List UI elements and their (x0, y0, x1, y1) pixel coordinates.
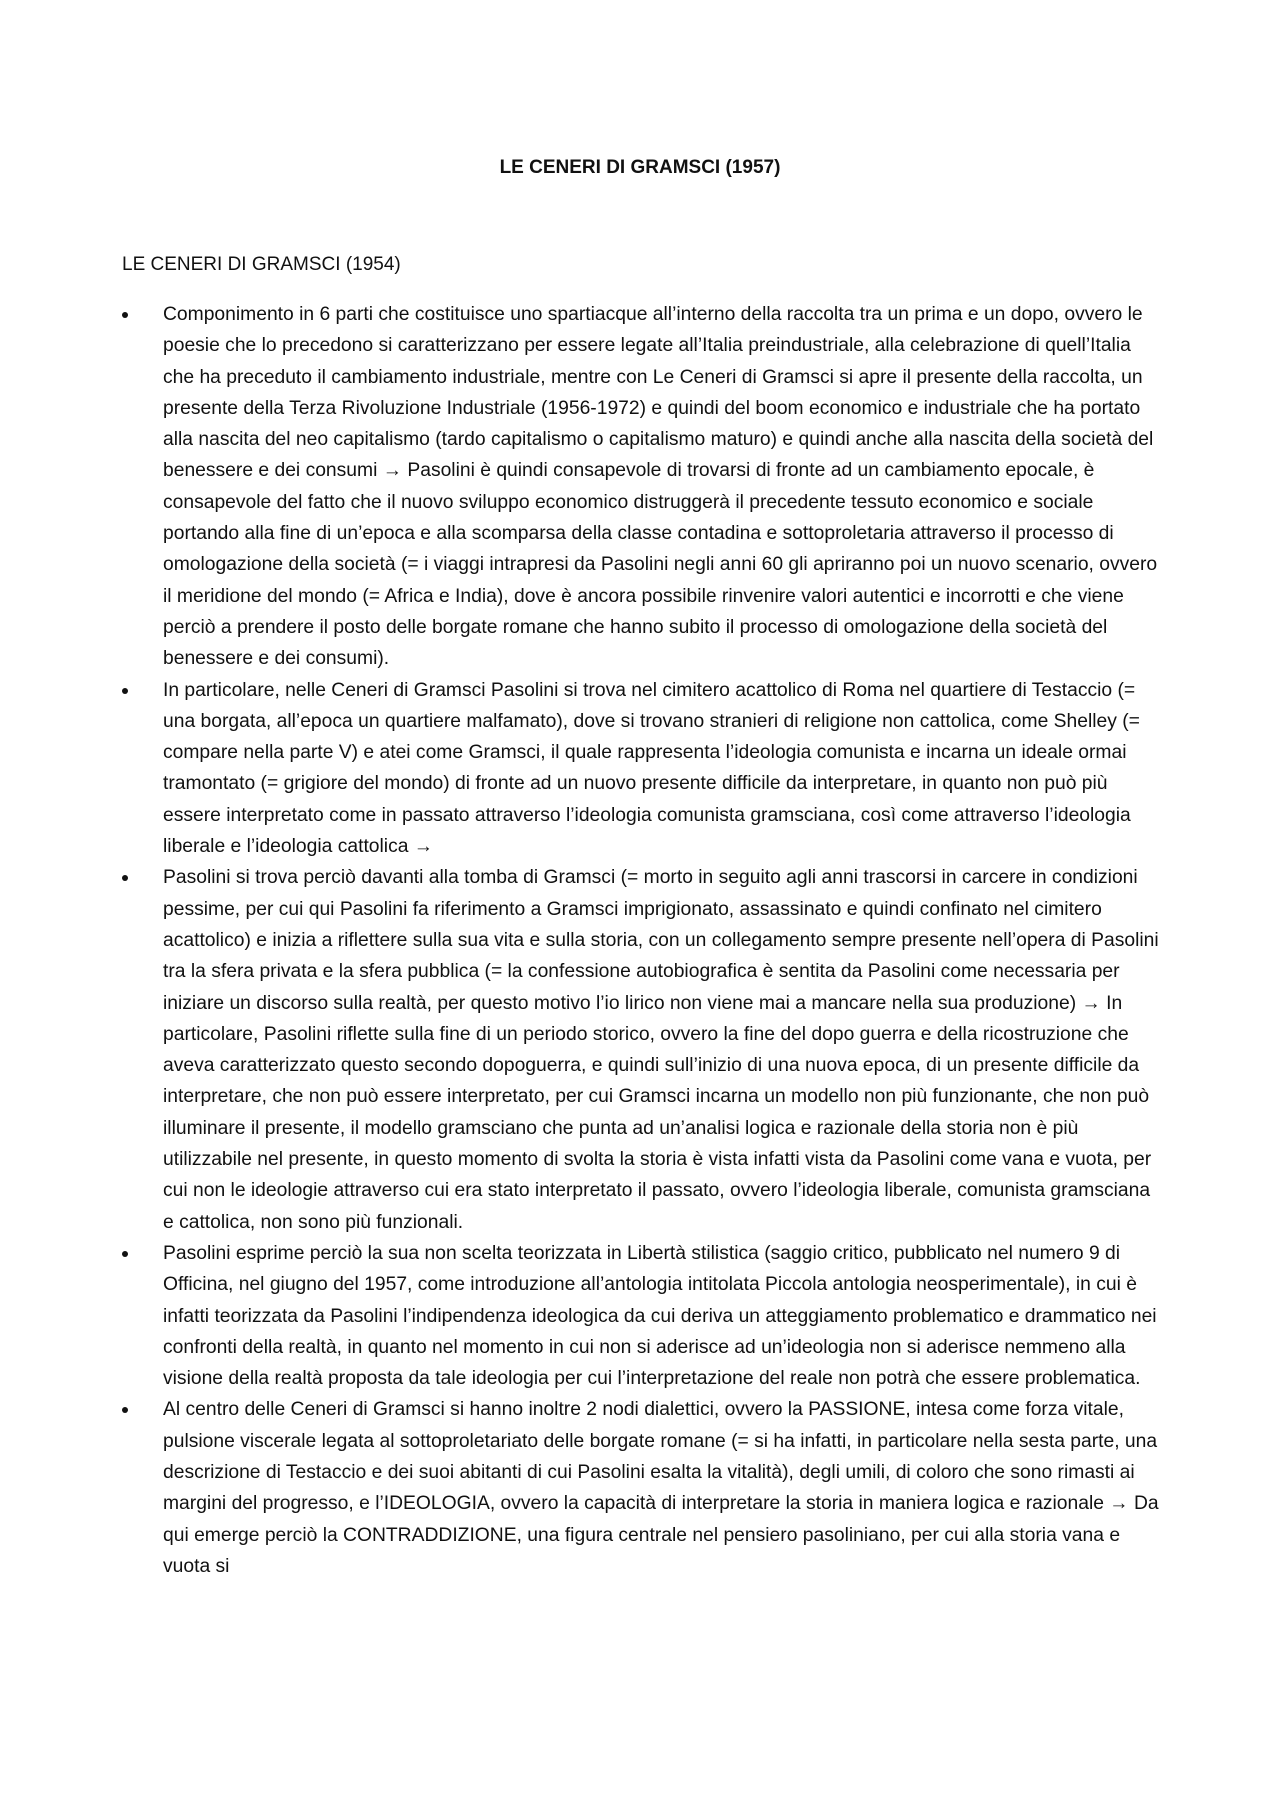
list-item (122, 862, 1162, 1238)
document-title: LE CENERI DI GRAMSCI (1957) (499, 157, 781, 178)
list-item (122, 299, 1162, 675)
list-item-text: Componimento in 6 parti che costituisce uno spartiacque all’interno della raccolta tra un prima e un dopo, ovvero le poesie che lo precedono si caratterizzano per essere legate all’Italia preindustriale, alla celebrazione di quell’Italia che ha preceduto il cambiamento industriale, mentre con Le Ceneri di Gramsci si apre il presente della raccolta, un presente della Terza Rivoluzione Industriale (1956-1972) e quindi del boom economico e industriale che ha portato alla nascita del neo capitalismo (tardo capitalismo o capitalismo maturo) e quindi anche alla nascita della società del benessere e dei consumi → Pasolini è quindi consapevole di trovarsi di fronte ad un cambiamento epocale, è consapevole del fatto che il nuovo sviluppo economico distruggerà il precedente tessuto economico e sociale portando alla fine di un’epoca e alla scomparsa della classe contadina e sottoproletaria attraverso il processo di omologazione della società (= i viaggi intrapresi da Pasolini negli anni 60 gli apriranno poi un nuovo scenario, ovvero il meridione del mondo (= Africa e India), dove è ancora possibile rinvenire valori autentici e incorrotti e che viene perciò a prendere il posto delle borgate romane che hanno subito il processo di omologazione della società del benessere e dei consumi). (163, 304, 1158, 670)
list-item (122, 1238, 1162, 1394)
bullet-icon (122, 312, 128, 318)
bullet-icon (122, 688, 128, 694)
list-item-text: Al centro delle Ceneri di Gramsci si hanno inoltre 2 nodi dialettici, ovvero la PASSIONE, intesa come forza vitale, pulsione viscerale legata al sottoproletariato delle borgate romane (= si ha infatti, in particolare nella sesta parte, una descrizione di Testaccio e dei suoi abitanti di cui Pasolini esalta la vitalità), degli umili, di coloro che sono rimasti ai margini del progresso, e l’IDEOLOGIA, ovvero la capacità di interpretare la storia in maniera logica e razionale → Da qui emerge perciò la CONTRADDIZIONE, una figura centrale nel pensiero pasoliniano, per cui alla storia vana e vuota si (163, 1399, 1159, 1577)
list-item-text: Pasolini esprime perciò la sua non scelta teorizzata in Libertà stilistica (saggio critico, pubblicato nel numero 9 di Officina, nel giugno del 1957, come introduzione all’antologia intitolata Piccola antologia neosperimentale), in cui è infatti teorizzata da Pasolini l’indipendenza ideologica da cui deriva un atteggiamento problematico e drammatico nei confronti della realtà, in quanto nel momento in cui non si aderisce ad un’ideologia non si aderisce nemmeno alla visione della realtà proposta da tale ideologia per cui l’interpretazione del reale non potrà che essere problematica. (163, 1242, 1157, 1390)
bullet-list (122, 299, 1162, 1582)
bullet-icon (122, 1407, 128, 1413)
bullet-icon (122, 875, 128, 881)
bullet-icon (122, 1251, 128, 1257)
list-item (122, 675, 1162, 863)
list-item-text: In particolare, nelle Ceneri di Gramsci Pasolini si trova nel cimitero acattolico di Roma nel quartiere di Testaccio (= una borgata, all’epoca un quartiere malfamato), dove si trovano stranieri di religione non cattolica, come Shelley (= compare nella parte V) e atei come Gramsci, il quale rappresenta l’ideologia comunista e incarna un ideale ormai tramontato (= grigiore del mondo) di fronte ad un nuovo presente difficile da interpretare, in quanto non può più essere interpretato come in passato attraverso l’ideologia comunista gramsciana, così come attraverso l’ideologia liberale e l’ideologia cattolica → (163, 679, 1140, 858)
list-item (122, 1394, 1162, 1582)
section-heading: LE CENERI DI GRAMSCI (1954) (122, 254, 401, 275)
list-item-text: Pasolini si trova perciò davanti alla tomba di Gramsci (= morto in seguito agli anni trascorsi in carcere in condizioni pessime, per cui qui Pasolini fa riferimento a Gramsci imprigionato, assassinato e quindi confinato nel cimitero acattolico) e inizia a riflettere sulla sua vita e sulla storia, con un collegamento sempre presente nell’opera di Pasolini tra la sfera privata e la sfera pubblica (= la confessione autobiografica è sentita da Pasolini come necessaria per iniziare un discorso sulla realtà, per questo motivo l’io lirico non viene mai a mancare nella sua produzione) → In particolare, Pasolini riflette sulla fine di un periodo storico, ovvero la fine del dopo guerra e della ricostruzione che aveva caratterizzato questo secondo dopoguerra, e quindi sull’inizio di una nuova epoca, di un presente difficile da interpretare, che non può essere interpretato, per cui Gramsci incarna un modello non più funzionante, che non può illuminare il presente, il modello gramsciano che punta ad un’analisi logica e razionale della storia non è più utilizzabile nel presente, in questo momento di svolta la storia è vista infatti vista da Pasolini come vana e vuota, per cui non le ideologie attraverso cui era stato interpretato il passato, ovvero l’ideologia liberale, comunista gramsciana e cattolica, non sono più funzionali. (163, 867, 1159, 1233)
